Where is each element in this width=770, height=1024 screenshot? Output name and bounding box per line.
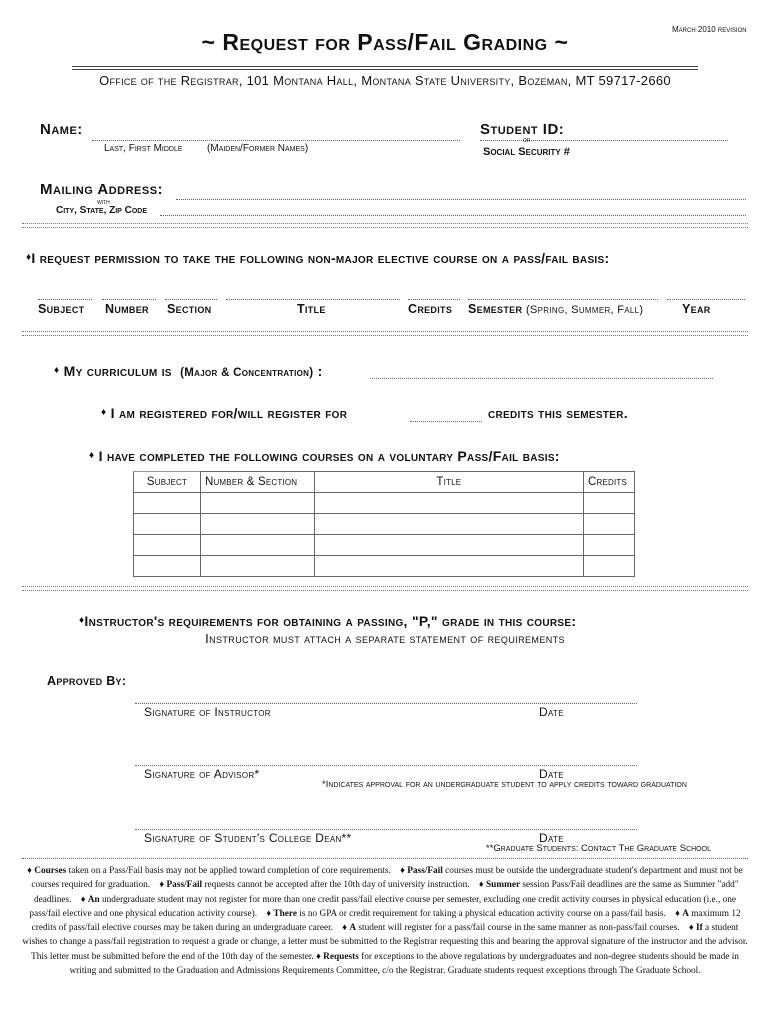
student-id-label: Student ID: — [480, 121, 565, 138]
note-register: student will register for a pass/fail course in the same manner as non-pass/fail courses. — [356, 923, 680, 934]
diamond-icon: ♦ — [316, 951, 321, 962]
diamond-icon: ♦ — [89, 450, 95, 461]
table-cell[interactable] — [314, 535, 583, 556]
credits-this-semester-field[interactable] — [410, 421, 482, 422]
subject-field[interactable] — [38, 299, 92, 300]
student-id-or: or — [523, 137, 531, 144]
completed-courses-table — [133, 471, 635, 577]
note-gpa: is no GPA or credit requirement for taking a physical education activity course on a pass/fail basis. — [297, 908, 666, 919]
note-courses: taken on a Pass/Fail basis may not be applied toward completion of core requirements. — [66, 866, 391, 876]
note-summer: session Pass/Fail deadlines are the same as Summer "add" deadlines. — [33, 880, 739, 905]
curriculum-field[interactable] — [370, 378, 713, 379]
mailing-with: with — [97, 199, 110, 206]
dean-footnote: **Graduate Students: Contact The Graduate School — [486, 843, 711, 854]
dean-signature-line[interactable] — [135, 829, 637, 830]
table-header-subject: Subject — [134, 472, 201, 493]
table-header-row — [134, 472, 635, 493]
mailing-address-field[interactable] — [176, 199, 746, 200]
mailing-address-field-2[interactable] — [160, 215, 746, 216]
diamond-icon: ♦ — [688, 923, 694, 934]
note-passfail-department: courses must be outside the undergraduate student's department and must not be courses required for graduation. — [31, 866, 743, 891]
title-rule-top — [72, 66, 698, 67]
permission-statement — [26, 250, 609, 266]
name-field[interactable] — [92, 140, 460, 141]
note-passfail-keyword: Pass/Fail — [407, 866, 443, 876]
table-cell[interactable] — [200, 514, 314, 535]
registered-label: I am registered for/will register for — [110, 405, 348, 421]
curriculum-statement — [54, 363, 323, 379]
section-divider — [22, 223, 748, 228]
col-number: Number — [105, 302, 149, 316]
student-id-field[interactable] — [480, 140, 728, 141]
dean-signature-label: Signature of Student's College Dean** — [144, 831, 352, 845]
table-row — [134, 493, 635, 514]
note-if-keyword: If — [695, 923, 703, 934]
col-section: Section — [167, 302, 212, 316]
diamond-icon: ♦ — [478, 880, 484, 891]
instructor-requirements — [79, 613, 576, 629]
table-cell[interactable] — [314, 493, 583, 514]
diamond-icon: ♦ — [80, 894, 86, 905]
instructor-note: Instructor must attach a separate statement of requirements — [205, 631, 565, 646]
curriculum-colon: : — [317, 363, 323, 379]
semester-label: Semester — [468, 302, 523, 316]
advisor-signature-label: Signature of Advisor* — [144, 767, 260, 781]
completed-statement — [89, 448, 560, 464]
col-semester — [468, 302, 643, 316]
table-header-credits: Credits — [583, 472, 634, 493]
table-cell[interactable] — [200, 556, 314, 577]
diamond-icon: ♦ — [266, 908, 272, 919]
table-cell[interactable] — [200, 535, 314, 556]
registered-statement — [101, 405, 347, 421]
mailing-hint: City, State, Zip Code — [56, 205, 148, 216]
completed-label: I have completed the following courses on a voluntary Pass/Fail basis: — [98, 448, 560, 464]
diamond-icon: ♦ — [79, 615, 85, 626]
section-field[interactable] — [165, 299, 217, 300]
table-row — [134, 535, 635, 556]
advisor-signature-line[interactable] — [135, 765, 637, 766]
diamond-icon: ♦ — [342, 923, 348, 934]
table-header-title: Title — [314, 472, 583, 493]
table-cell[interactable] — [134, 493, 201, 514]
diamond-icon: ♦ — [675, 908, 680, 919]
instructor-signature-line[interactable] — [135, 703, 637, 704]
note-passfail-deadline: requests cannot be accepted after the 10th day of university instruction. — [202, 880, 470, 891]
registrar-address: Office of the Registrar, 101 Montana Hall, Montana State University, Bozeman, MT 59717-2660 — [99, 73, 671, 88]
curriculum-label: My curriculum is — [63, 363, 172, 379]
table-row — [134, 556, 635, 577]
note-passfail2-keyword: Pass/Fail — [166, 880, 203, 891]
diamond-icon: ♦ — [54, 365, 60, 376]
note-exceptions: for exceptions to the above regulations by undergraduates and non-degree students should be made in writing and submitted to the Graduation and Admissions Requirements Committee, c/o the Registrar. Graduate students request exceptions through The Graduate School. — [69, 951, 739, 977]
registered-suffix: credits this semester. — [488, 405, 628, 421]
table-cell[interactable] — [583, 535, 634, 556]
col-credits: Credits — [408, 302, 453, 316]
section-divider — [22, 586, 748, 591]
ssn-label: Social Security # — [483, 146, 570, 158]
credits-field[interactable] — [408, 299, 460, 300]
advisor-date-label: Date — [539, 767, 564, 781]
note-an-keyword: An — [87, 894, 100, 905]
diamond-icon: ♦ — [159, 880, 165, 891]
note-one-credit: undergraduate student may not register for more than one credit pass/fail elective course per semester, excluding one credit activity courses in physical education (i.e., one pass/fail elective and one physical education activity course). — [29, 894, 737, 919]
note-max-keyword: A — [682, 908, 689, 919]
number-field[interactable] — [102, 299, 156, 300]
instructor-signature-label: Signature of Instructor — [144, 705, 271, 719]
diamond-icon: ♦ — [400, 866, 405, 876]
permission-text: I request permission to take the following non-major elective course on a pass/fail basis: — [31, 250, 610, 266]
note-there-keyword: There — [273, 908, 298, 919]
table-cell[interactable] — [583, 514, 634, 535]
note-reg-keyword: A — [349, 923, 357, 934]
instructor-date-label: Date — [539, 705, 564, 719]
revision-date: March 2010 revision — [672, 25, 747, 34]
table-cell[interactable] — [134, 535, 201, 556]
page-title: ~ Request for Pass/Fail Grading ~ — [201, 29, 569, 55]
note-requests-keyword: Requests — [323, 951, 359, 962]
note-max-credits: maximum 12 credits of pass/fail elective courses may be taken during an undergraduate career. — [31, 908, 741, 934]
approved-by-label: Approved By: — [47, 674, 127, 688]
note-change: a student wishes to change a pass/fail registration to request a grade or change, a letter must be submitted to the Registrar requesting this and bearing the approval signature of the instructor and the advisor. This letter must be submitted before the end of the 10th day of the semester. — [22, 923, 748, 962]
table-row — [134, 514, 635, 535]
curriculum-hint: (Major & Concentration) — [180, 367, 314, 379]
col-title: Title — [297, 302, 326, 316]
col-subject: Subject — [38, 302, 85, 316]
table-header-number-section: Number & Section — [200, 472, 314, 493]
title-rule-bottom — [72, 69, 698, 70]
note-courses-keyword: Courses — [34, 866, 67, 876]
dean-date-label: Date — [539, 831, 564, 845]
year-field[interactable] — [667, 299, 745, 300]
title-field[interactable] — [226, 299, 400, 300]
table-cell[interactable] — [314, 514, 583, 535]
col-year: Year — [682, 302, 711, 316]
instructor-requirements-label: Instructor's requirements for obtaining a passing, "P," grade in this course: — [84, 613, 577, 629]
semester-hint: (Spring, Summer, Fall) — [526, 304, 644, 316]
note-summer-keyword: Summer — [485, 880, 521, 891]
table-cell[interactable] — [583, 556, 634, 577]
table-cell[interactable] — [134, 556, 201, 577]
table-cell[interactable] — [134, 514, 201, 535]
name-hint-maiden: (Maiden/Former Names) — [207, 143, 309, 154]
diamond-icon: ♦ — [26, 252, 32, 263]
regulations-notes — [22, 864, 748, 978]
name-label: Name: — [40, 121, 83, 138]
table-cell[interactable] — [314, 556, 583, 577]
diamond-icon: ♦ — [27, 866, 32, 876]
table-cell[interactable] — [200, 493, 314, 514]
table-cell[interactable] — [583, 493, 634, 514]
name-hint: Last, First Middle — [104, 143, 183, 154]
semester-field[interactable] — [468, 299, 658, 300]
mailing-address-label: Mailing Address: — [40, 181, 164, 198]
advisor-footnote: *Indicates approval for an undergraduate student to apply credits toward graduation — [322, 779, 687, 790]
notes-rule — [22, 858, 748, 859]
section-divider — [22, 331, 748, 336]
diamond-icon: ♦ — [101, 407, 107, 418]
